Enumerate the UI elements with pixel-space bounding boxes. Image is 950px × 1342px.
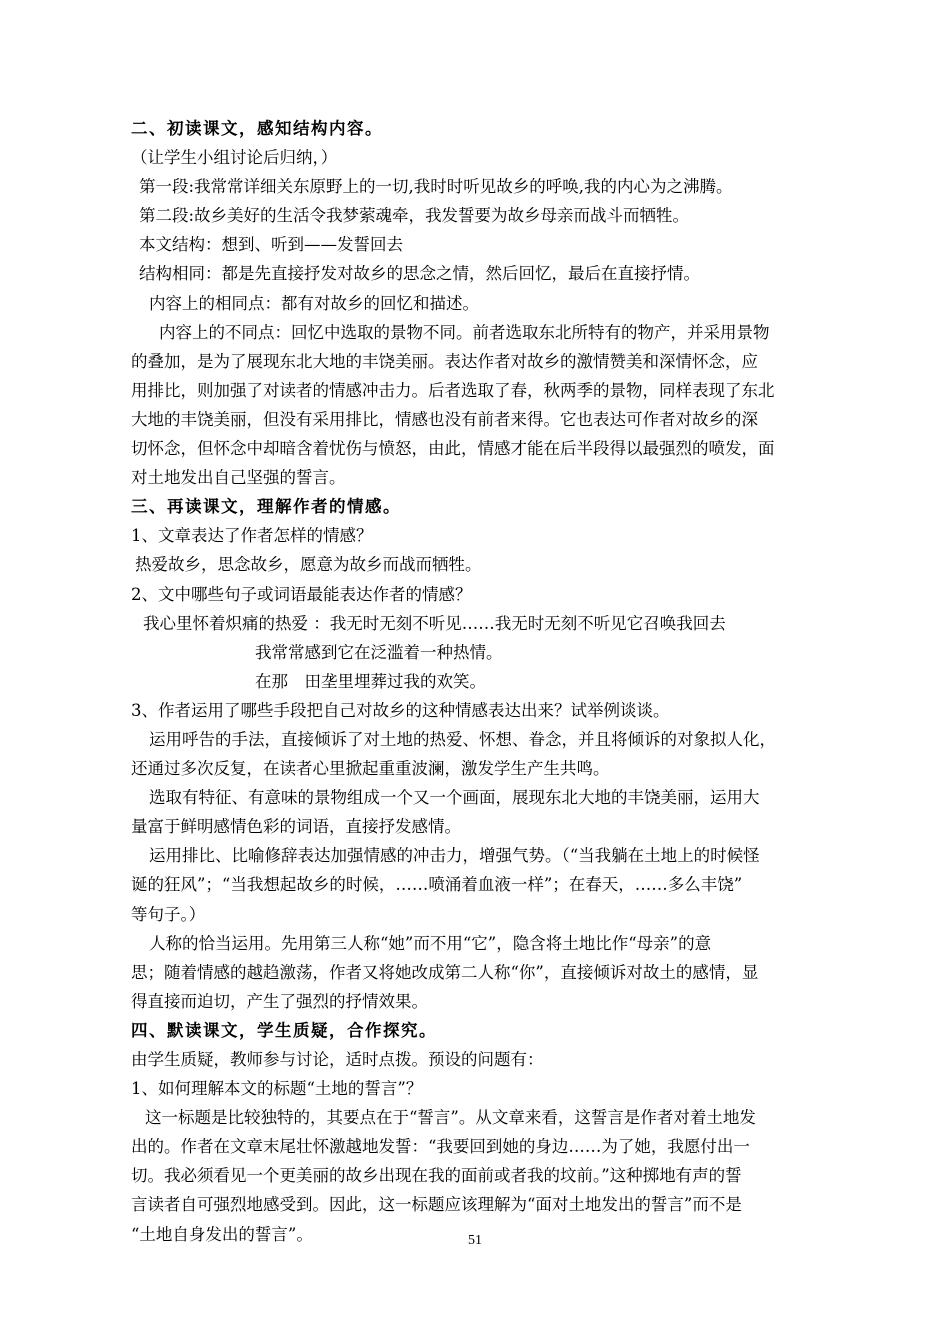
text-line: 切怀念，但怀念中却暗含着忧伤与愤怒，由此，情感才能在后半段得以最强烈的喷发，面 <box>131 439 775 459</box>
question-line: 1、文章表达了作者怎样的情感？ <box>131 526 373 546</box>
text-line: 还通过多次反复，在读者心里掀起重重波澜，激发学生产生共鸣。 <box>131 759 610 779</box>
text-line: 由学生质疑，教师参与讨论，适时点拨。预设的问题有： <box>131 1050 544 1069</box>
text-line: 用排比，则加强了对读者的情感冲击力。后者选取了春，秋两季的景物，同样表现了东北 <box>131 380 775 400</box>
text-line: 大地的丰饶美丽，但没有采用排比，情感也没有前者来得。它也表达可作者对故乡的深 <box>131 409 758 429</box>
section-heading-3: 三、再读课文，理解作者的情感。 <box>131 497 401 517</box>
text-line: 思；随着情感的越趋激荡，作者又将她改成第二人称“你”，直接倾诉对故土的感情，显 <box>131 962 759 982</box>
text-line: 这一标题是比较独特的，其要点在于“誓言”。从文章来看，这誓言是作者对着土地发 <box>145 1108 756 1128</box>
section-heading-4: 四、默读课文，学生质疑，合作探究。 <box>131 1020 437 1040</box>
text-line: 内容上的不同点：回忆中选取的景物不同。前者选取东北所特有的物产，并采用景物 <box>159 322 770 342</box>
text-line: 本文结构：想到、听到——发誓回去 <box>139 235 403 255</box>
text-line: 量富于鲜明感情色彩的词语，直接抒发感情。 <box>131 817 461 837</box>
text-line: 言读者自可强烈地感受到。因此，这一标题应该理解为“面对土地发出的誓言”而不是 <box>131 1195 742 1215</box>
page-number: 51 <box>468 1233 482 1248</box>
text-line: 运用呼告的手法，直接倾诉了对土地的热爱、怀想、眷念，并且将倾诉的对象拟人化， <box>149 729 776 749</box>
text-line: （让学生小组讨论后归纳，） <box>131 148 338 168</box>
question-line: 2、文中哪些句子或词语最能表达作者的情感？ <box>131 584 472 604</box>
text-line: 结构相同：都是先直接抒发对故乡的思念之情，然后回忆，最后在直接抒情。 <box>139 264 700 284</box>
text-line: 对土地发出自己坚强的誓言。 <box>131 468 346 488</box>
text-line: 第一段:我常常详细关东原野上的一切,我时时听见故乡的呼唤,我的内心为之沸腾。 <box>139 177 733 197</box>
question-line: 1、如何理解本文的标题“土地的誓言”？ <box>131 1079 423 1099</box>
text-line: 第二段:故乡美好的生活令我梦萦魂牵，我发誓要为故乡母亲而战斗而牺牲。 <box>139 206 690 226</box>
text-line: 的叠加，是为了展现东北大地的丰饶美丽。表达作者对故乡的激情赞美和深情怀念，应 <box>131 351 758 371</box>
quote-line: 我心里怀着炽痛的热爱 ：我无时无刻不听见……我无时无刻不听见它召唤我回去 <box>143 613 726 633</box>
text-line: 切。我必须看见一个更美丽的故乡出现在我的面前或者我的坟前。”这种掷地有声的誓 <box>131 1166 742 1186</box>
quote-line: 在那 田垄里埋葬过我的欢笑。 <box>255 671 486 691</box>
text-line: 运用排比、比喻修辞表达加强情感的冲击力，增强气势。（“当我躺在土地上的时候怪 <box>149 846 760 866</box>
text-line: 内容上的相同点：都有对故乡的回忆和描述。 <box>149 293 479 313</box>
text-line: 等句子。） <box>131 904 206 924</box>
section-heading-2: 二、初读课文，感知结构内容。 <box>131 119 383 138</box>
quote-line: 我常常感到它在泛滥着一种热情。 <box>255 642 503 662</box>
text-line: 得直接而迫切，产生了强烈的抒情效果。 <box>131 991 428 1011</box>
answer-line: 热爱故乡，思念故乡，愿意为故乡而战而牺牲。 <box>135 555 482 575</box>
text-line: “土地自身发出的誓言”。 <box>131 1224 313 1244</box>
page-content <box>131 114 851 1249</box>
question-line: 3、作者运用了哪些手段把自己对故乡的这种情感表达出来？试举例谈谈。 <box>131 700 670 720</box>
text-line: 诞的狂风”；“当我想起故乡的时候，……喷涌着血液一样”；在春天，……多么丰饶” <box>131 875 743 895</box>
text-line: 出的。作者在文章末尾壮怀激越地发誓：“我要回到她的身边……为了她，我愿付出一 <box>131 1137 750 1157</box>
text-line: 选取有特征、有意味的景物组成一个又一个画面，展现东北大地的丰饶美丽，运用大 <box>149 788 760 808</box>
text-line: 人称的恰当运用。先用第三人称“她”而不用“它”，隐含将土地比作“母亲”的意 <box>149 933 712 953</box>
